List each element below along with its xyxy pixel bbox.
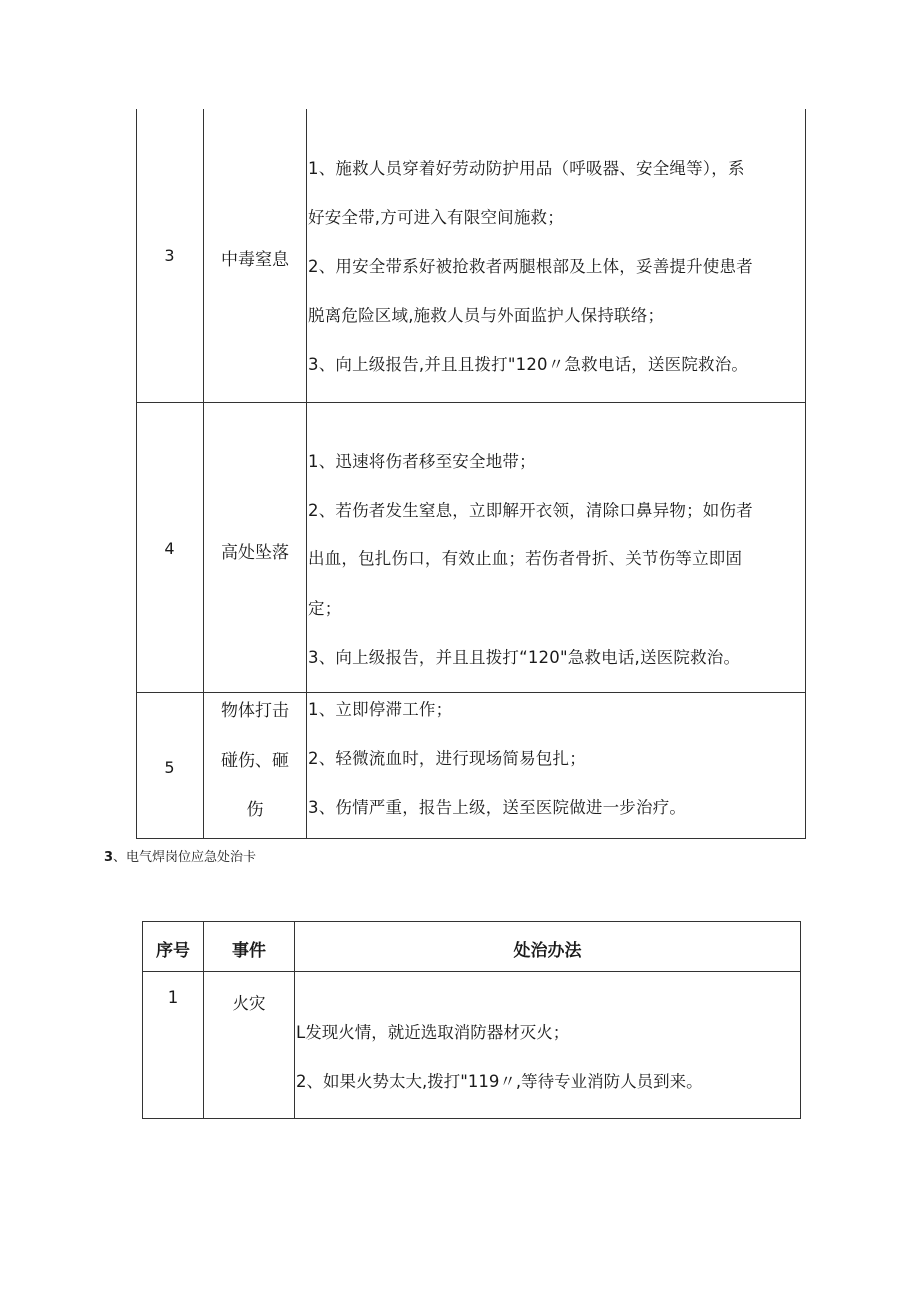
treatment-line: 3、向上级报告，并且且拨打“120"急救电话,送医院救治。 <box>308 648 741 667</box>
treatment-line: 2、若伤者发生窒息，立即解开衣领，清除口鼻异物；如伤者 <box>308 501 753 520</box>
row-number: 4 <box>164 539 175 558</box>
treatment-line: L发现火情，就近选取消防器材灭火； <box>296 1023 570 1042</box>
row-event-line: 碰伤、砸 <box>221 751 289 771</box>
emergency-table-continued <box>136 109 806 839</box>
row-event: 中毒窒息 <box>221 250 289 270</box>
table-border-right <box>805 109 806 839</box>
table-row-divider <box>136 402 806 403</box>
treatment-line: 3、向上级报告,并且且拨打"120〃急救电话，送医院救治。 <box>308 355 749 374</box>
treatment-line: 脱离危险区域,施救人员与外面监护人保持联络； <box>308 306 665 325</box>
treatment-line: 1、施救人员穿着好劳动防护用品（呼吸器、安全绳等），系 <box>308 159 745 178</box>
row-event-line: 物体打击 <box>221 701 289 721</box>
treatment-line: 3、伤情严重，报告上级，送至医院做进一步治疗。 <box>308 798 687 817</box>
row-event-line: 伤 <box>246 800 264 820</box>
header-treatment: 处治办法 <box>513 941 582 961</box>
row-event: 火灾 <box>232 994 266 1013</box>
row-number: 3 <box>164 246 175 265</box>
table-row-divider <box>136 692 806 693</box>
row-number: 1 <box>167 988 179 1007</box>
treatment-line: 2、轻微流血时，进行现场简易包扎； <box>308 749 586 768</box>
treatment-line: 1、迅速将伤者移至安全地带； <box>308 452 536 471</box>
welding-emergency-table <box>142 921 801 1119</box>
table-column-divider <box>203 109 204 839</box>
treatment-line: 好安全带,方可进入有限空间施救； <box>308 208 564 227</box>
section-number: 3 <box>104 850 114 865</box>
row-number: 5 <box>164 758 175 777</box>
section-title: 、电气焊岗位应急处治卡 <box>113 850 257 865</box>
header-number: 序号 <box>156 941 190 961</box>
treatment-line: 1、立即停滞工作； <box>308 700 453 719</box>
treatment-line: 定； <box>308 599 342 618</box>
table-header-divider <box>143 971 800 972</box>
table-border-left <box>136 109 137 839</box>
row-event: 高处坠落 <box>221 543 289 563</box>
table-column-divider <box>306 109 307 839</box>
table-border-bottom <box>136 838 806 839</box>
treatment-line: 2、用安全带系好被抢救者两腿根部及上体，妥善提升使患者 <box>308 257 753 276</box>
treatment-line: 出血，包扎伤口，有效止血；若伤者骨折、关节伤等立即固 <box>308 549 743 568</box>
header-event: 事件 <box>232 941 266 961</box>
treatment-line: 2、如果火势太大,拨打"119〃,等待专业消防人员到来。 <box>296 1072 703 1091</box>
section-heading <box>104 846 256 865</box>
